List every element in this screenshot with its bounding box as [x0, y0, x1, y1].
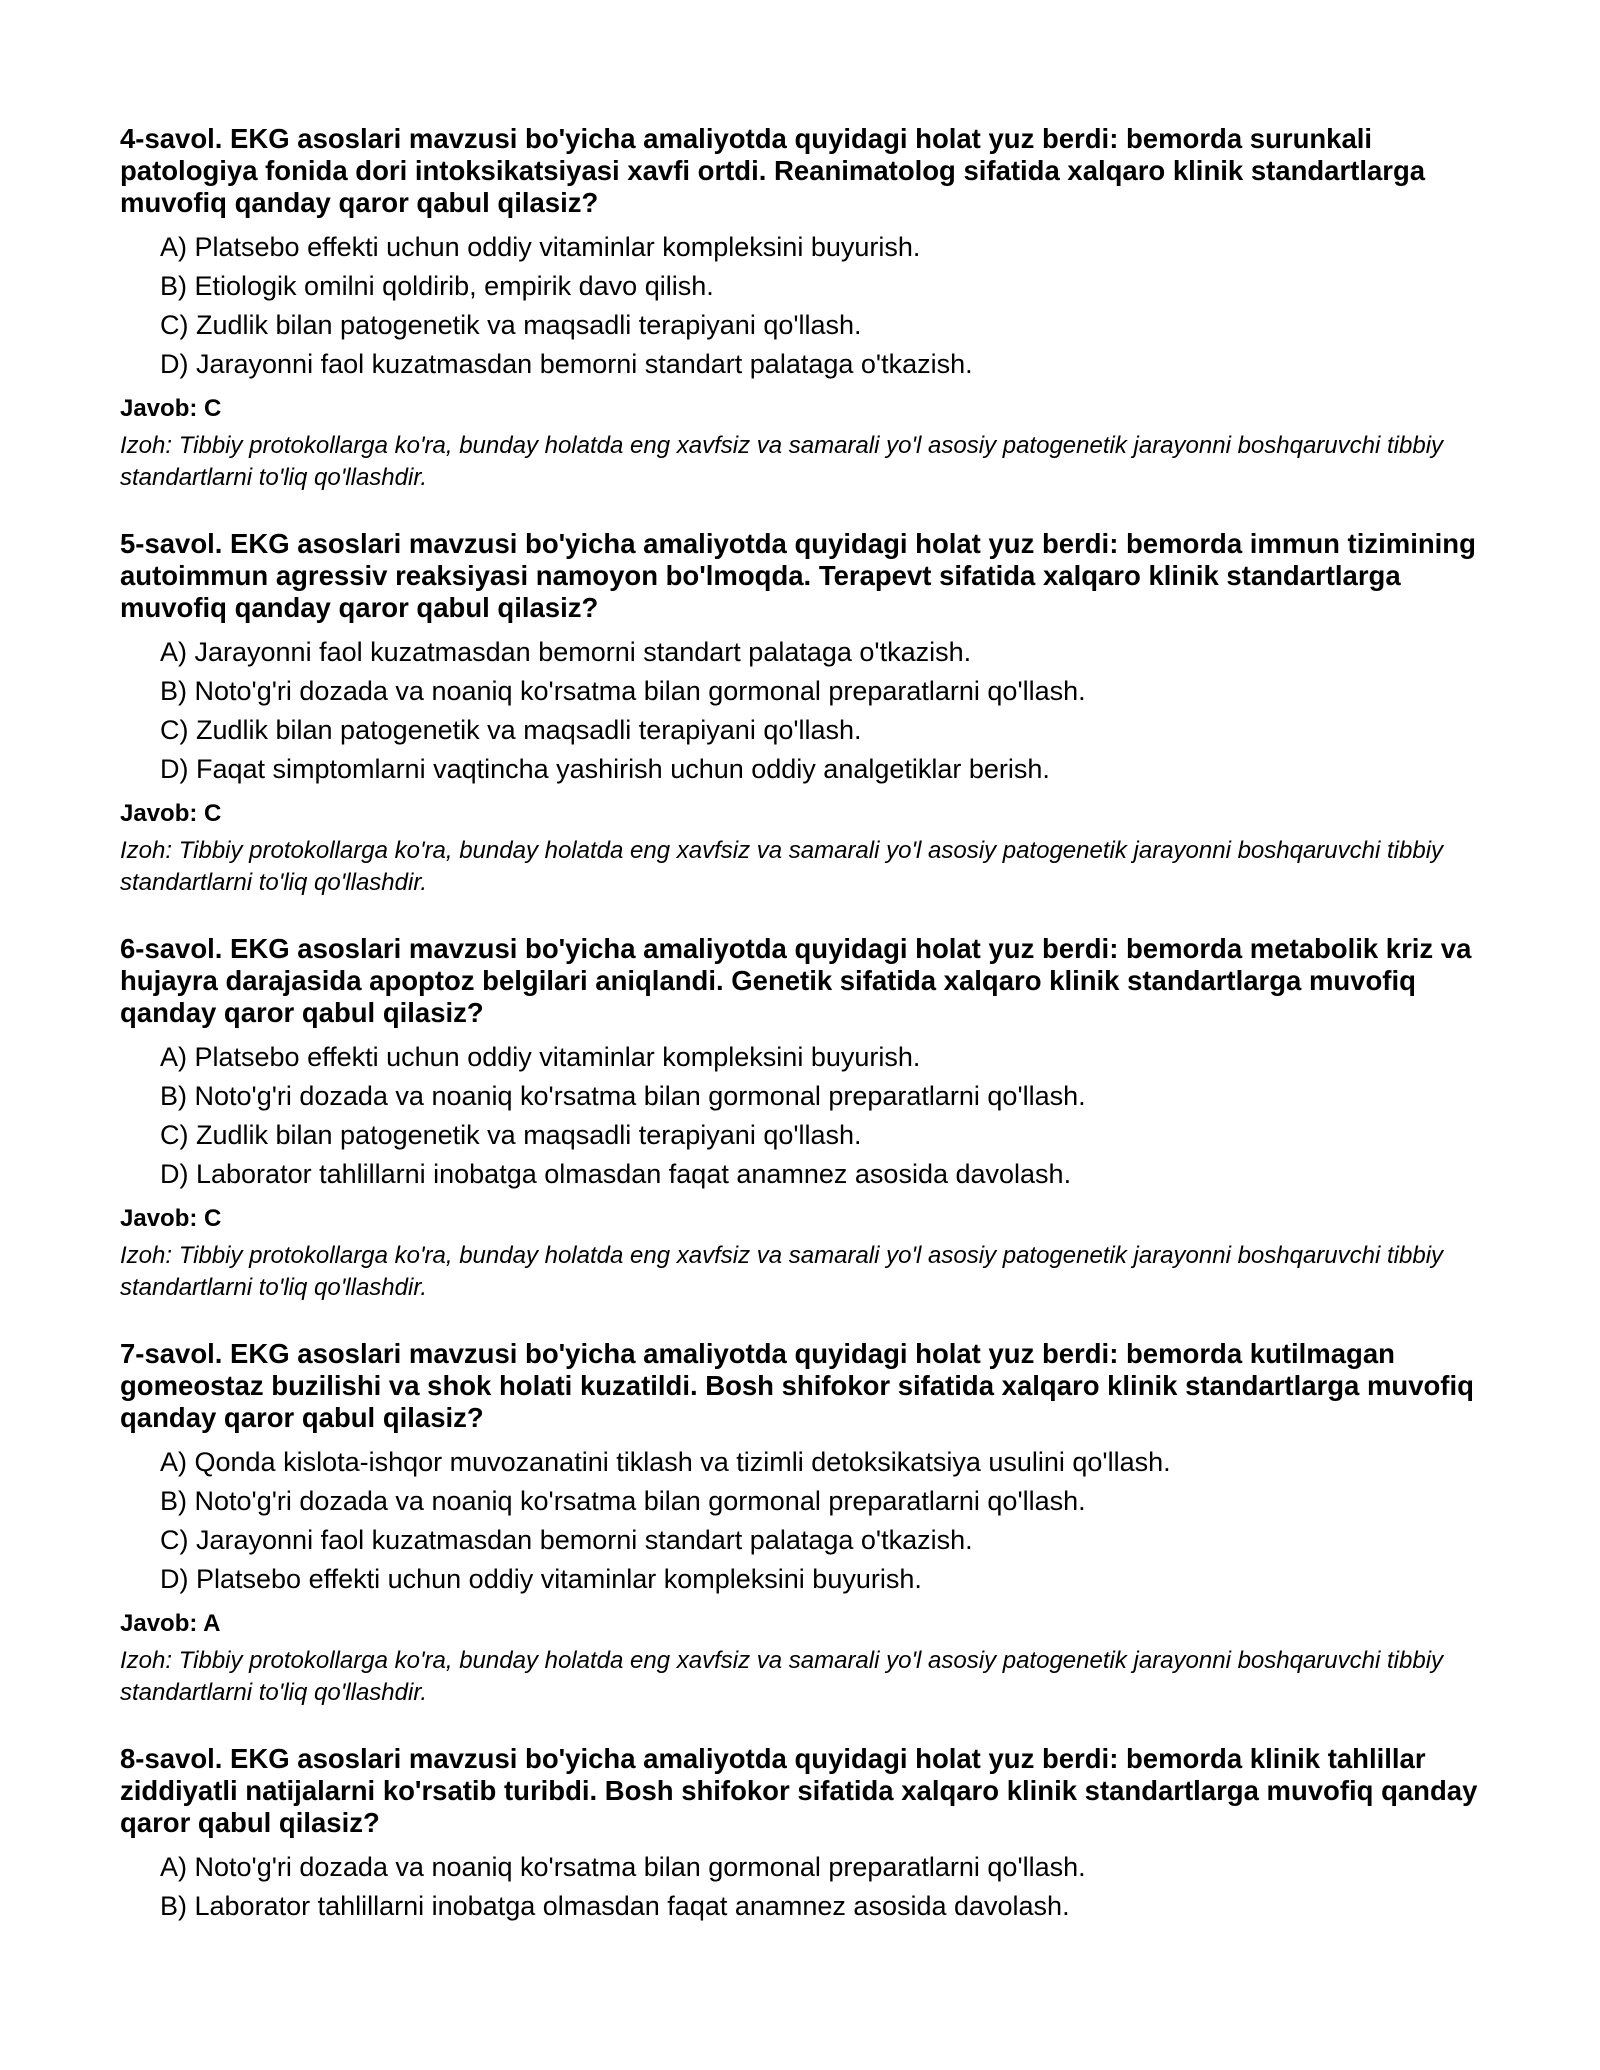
option-c: C) Jarayonni faol kuzatmasdan bemorni standart palataga o'tkazish.: [160, 1525, 973, 1555]
option-a: A) Qonda kislota-ishqor muvozanatini tiklash va tizimli detoksikatsiya usulini qo'llash.: [160, 1447, 1171, 1477]
options-list: [120, 1848, 1480, 1926]
answer-label: Javob: C: [120, 1205, 222, 1232]
explanation-text: Izoh: Tibbiy protokollarga ko'ra, bunday holatda eng xavfsiz va samarali yo'l asosiy patogenetik jarayonni boshqaruvchi tibbiy standartlarni to'liq qo'llashdir.: [120, 1242, 1444, 1301]
options-list: [120, 1443, 1480, 1599]
question-block: [120, 1338, 1480, 1709]
answer-label: Javob: A: [120, 1610, 221, 1637]
option-d: D) Faqat simptomlarni vaqtincha yashirish uchun oddiy analgetiklar berish.: [160, 754, 1050, 784]
question-block: [120, 123, 1480, 494]
question-block: [120, 933, 1480, 1304]
option-d: D) Jarayonni faol kuzatmasdan bemorni standart palataga o'tkazish.: [160, 349, 973, 379]
explanation-text: Izoh: Tibbiy protokollarga ko'ra, bunday holatda eng xavfsiz va samarali yo'l asosiy patogenetik jarayonni boshqaruvchi tibbiy standartlarni to'liq qo'llashdir.: [120, 837, 1444, 896]
question-text: 7-savol. EKG asoslari mavzusi bo'yicha amaliyotda quyidagi holat yuz berdi: bemorda kutilmagan gomeostaz buzilishi va shok holati kuzatildi. Bosh shifokor sifatida xalqaro klinik standartlarga muvofiq qanday qaror qabul qilasiz?: [120, 1338, 1474, 1433]
option-a: A) Jarayonni faol kuzatmasdan bemorni standart palataga o'tkazish.: [160, 637, 972, 667]
option-b: B) Noto'g'ri dozada va noaniq ko'rsatma bilan gormonal preparatlarni qo'llash.: [160, 1486, 1086, 1516]
answer-label: Javob: C: [120, 800, 222, 827]
explanation-text: Izoh: Tibbiy protokollarga ko'ra, bunday holatda eng xavfsiz va samarali yo'l asosiy patogenetik jarayonni boshqaruvchi tibbiy standartlarni to'liq qo'llashdir.: [120, 1647, 1444, 1706]
option-c: C) Zudlik bilan patogenetik va maqsadli terapiyani qo'llash.: [160, 1120, 862, 1150]
option-b: B) Noto'g'ri dozada va noaniq ko'rsatma bilan gormonal preparatlarni qo'llash.: [160, 1081, 1086, 1111]
question-text: 4-savol. EKG asoslari mavzusi bo'yicha amaliyotda quyidagi holat yuz berdi: bemorda surunkali patologiya fonida dori intoksikatsiyasi xavfi ortdi. Reanimatolog sifatida xalqaro klinik standartlarga muvofiq qanday qaror qabul qilasiz?: [120, 123, 1426, 218]
explanation-text: Izoh: Tibbiy protokollarga ko'ra, bunday holatda eng xavfsiz va samarali yo'l asosiy patogenetik jarayonni boshqaruvchi tibbiy standartlarni to'liq qo'llashdir.: [120, 432, 1444, 491]
question-text: 8-savol. EKG asoslari mavzusi bo'yicha amaliyotda quyidagi holat yuz berdi: bemorda klinik tahlillar ziddiyatli natijalarni ko'rsatib turibdi. Bosh shifokor sifatida xalqaro klinik standartlarga muvofiq qanday qaror qabul qilasiz?: [120, 1743, 1478, 1838]
option-b: B) Noto'g'ri dozada va noaniq ko'rsatma bilan gormonal preparatlarni qo'llash.: [160, 676, 1086, 706]
question-text: 6-savol. EKG asoslari mavzusi bo'yicha amaliyotda quyidagi holat yuz berdi: bemorda metabolik kriz va hujayra darajasida apoptoz belgilari aniqlandi. Genetik sifatida xalqaro klinik standartlarga muvofiq qanday qaror qabul qilasiz?: [120, 933, 1472, 1028]
document-page: [120, 123, 1480, 1960]
options-list: [120, 1038, 1480, 1194]
question-block: [120, 528, 1480, 899]
option-c: C) Zudlik bilan patogenetik va maqsadli terapiyani qo'llash.: [160, 715, 862, 745]
options-list: [120, 228, 1480, 384]
option-a: A) Platsebo effekti uchun oddiy vitaminlar kompleksini buyurish.: [160, 232, 921, 262]
option-a: A) Noto'g'ri dozada va noaniq ko'rsatma bilan gormonal preparatlarni qo'llash.: [160, 1852, 1086, 1882]
options-list: [120, 633, 1480, 789]
question-text: 5-savol. EKG asoslari mavzusi bo'yicha amaliyotda quyidagi holat yuz berdi: bemorda immun tizimining autoimmun agressiv reaksiyasi namoyon bo'lmoqda. Terapevt sifatida xalqaro klinik standartlarga muvofiq qanday qaror qabul qilasiz?: [120, 528, 1476, 623]
option-b: B) Laborator tahlillarni inobatga olmasdan faqat anamnez asosida davolash.: [160, 1891, 1070, 1921]
option-c: C) Zudlik bilan patogenetik va maqsadli terapiyani qo'llash.: [160, 310, 862, 340]
option-b: B) Etiologik omilni qoldirib, empirik davo qilish.: [160, 271, 714, 301]
option-a: A) Platsebo effekti uchun oddiy vitaminlar kompleksini buyurish.: [160, 1042, 921, 1072]
option-d: D) Laborator tahlillarni inobatga olmasdan faqat anamnez asosida davolash.: [160, 1159, 1072, 1189]
option-d: D) Platsebo effekti uchun oddiy vitaminlar kompleksini buyurish.: [160, 1564, 922, 1594]
answer-label: Javob: C: [120, 395, 222, 422]
question-block: [120, 1743, 1480, 1926]
